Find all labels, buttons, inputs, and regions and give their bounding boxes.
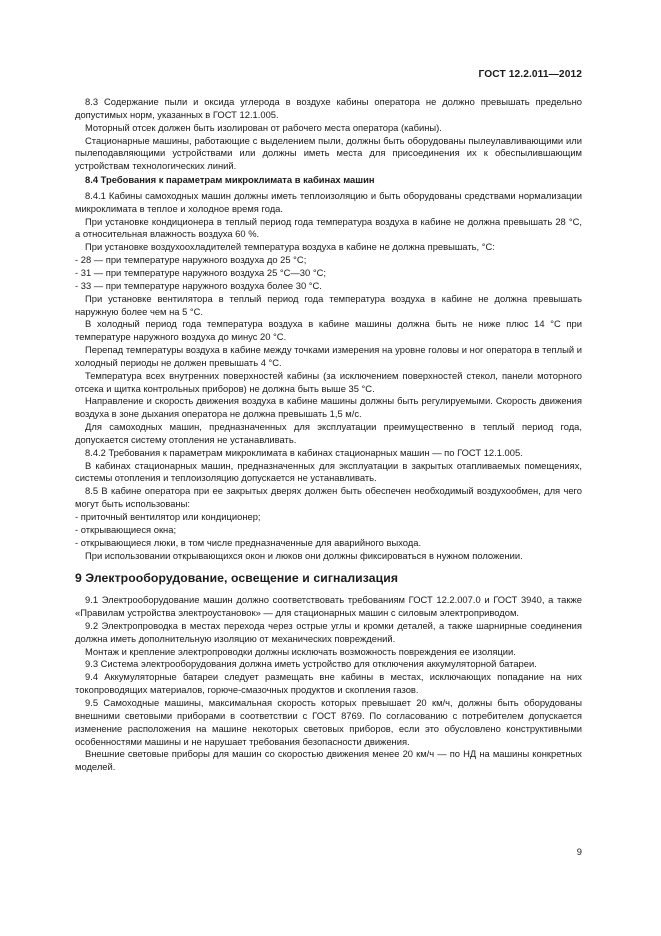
paragraph: 8.5 В кабине оператора при ее закрытых дверях должен быть обеспечен необходимый воздухообмен, для чего могут быть использованы: [75,485,582,510]
paragraph: При использовании открывающихся окон и люков они должны фиксироваться в нужном положении. [85,549,523,561]
paragraph: Моторный отсек должен быть изолирован от рабочего места оператора (кабины). [85,121,442,133]
paragraph: Монтаж и крепление электропроводки должны исключать возможность повреждения ее изоляции. [85,645,516,657]
list-item: - приточный вентилятор или кондиционер; [75,511,261,522]
paragraph: Температура всех внутренних поверхностей кабины (за исключением поверхностей стекол, панели моторного отсека и щитка контрольных приборов) не должна быть выше 35 °С. [75,369,582,394]
list-item: - 31 — при температуре наружного воздуха 25 °С—30 °С; [75,266,326,278]
paragraph: 8.4.1 Кабины самоходных машин должны иметь теплоизоляцию и быть оборудованы средствами нормализации микроклимата в теплое и холодное время года. [75,189,582,214]
paragraph: При установке воздухоохладителей температура воздуха в кабине не должна превышать, °С: [85,241,495,253]
paragraph: 9.5 Самоходные машины, максимальная скорость которых превышает 20 км/ч, должны быть оборудованы внешними световыми приборами в соответствии с ГОСТ 8769. По согласованию с потребителем допускается изменение расположения на машине некоторых световых приборов, если это обусловлено конструктивными особенностями машины и не нарушает требования безопасности движения. [75,696,582,747]
paragraph: 8.3 Содержание пыли и оксида углерода в воздухе кабины оператора не должно превышать предельно допустимых норм, указанных в ГОСТ 12.1.005. [75,96,582,120]
paragraph: 8.4.2 Требования к параметрам микроклимата в кабинах стационарных машин — по ГОСТ 12.1.005. [85,446,523,458]
paragraph: Внешние световые приборы для машин со скоростью движения менее 20 км/ч — по НД на машины конкретных моделей. [75,748,582,773]
paragraph: При установке кондиционера в теплый период года температура воздуха в кабине не должна превышать 28 °С, а относительная влажность воздуха 60 %. [75,215,582,240]
paragraph: Для самоходных машин, предназначенных для эксплуатации преимущественно в теплый период года, допускается систему отопления не устанавливать. [75,421,582,445]
list-item: - открывающиеся окна; [75,523,177,535]
paragraph: Перепад температуры воздуха в кабине между точками измерения на уровне головы и ног оператора в теплый и холодный периоды не должен превышать 4 °С. [75,344,582,368]
paragraph: 9.1 Электрооборудование машин должно соответствовать требованиям ГОСТ 12.2.007.0 и ГОСТ 3940, а также «Правилам устройства электроустановок» — для стационарных машин с силовым электроприводом. [75,594,582,619]
paragraph: Стационарные машины, работающие с выделением пыли, должны быть оборудованы пылеулавливающими или пылеподавляющими устройствами или должны иметь места для присоединения их к обеспылившающим устройствам технологических линий. [75,134,582,172]
paragraph: Направление и скорость движения воздуха в кабине машины должны быть регулируемыми. Скорость движения воздуха в зоне дыхания оператора не должна превышать 1,5 м/с. [75,395,582,420]
standard-header: ГОСТ 12.2.011—2012 [478,69,582,80]
paragraph: 9.3 Система электрооборудования должна иметь устройство для отключения аккумуляторной батареи. [85,658,537,670]
list-item: - открывающиеся люки, в том числе предназначенные для аварийного выхода. [75,536,422,548]
paragraph: В кабинах стационарных машин, предназначенных для эксплуатации в закрытых отапливаемых помещениях, системы отопления и теплоизоляцию допускается не устанавливать. [75,459,582,484]
document-body [75,96,582,774]
subsection-heading: 8.4 Требования к параметрам микроклимата в кабинах машин [85,174,375,186]
list-item: - 33 — при температуре наружного воздуха более 30 °С. [75,279,322,291]
paragraph: В холодный период года температура воздуха в кабине машины должна быть не ниже плюс 14 °С при температуре наружного воздуха до минус 20 °С. [75,318,582,343]
list-item: - 28 — при температуре наружного воздуха до 25 °С; [75,254,307,266]
paragraph: 9.4 Аккумуляторные батареи следует размещать вне кабины в местах, исключающих попадание на них токопроводящих материалов, горюче-смазочных продуктов и скопления газов. [75,671,582,696]
paragraph: 9.2 Электропроводка в местах перехода через острые углы и кромки деталей, а также шарнирные соединения должна иметь дополнительную изоляцию от механических повреждений. [75,619,582,644]
section-heading: 9 Электрооборудование, освещение и сигнализация [75,571,399,586]
paragraph: При установке вентилятора в теплый период года температура воздуха в кабине не должна превышать наружную более чем на 5 °С. [75,292,582,317]
page-number: 9 [576,846,582,857]
